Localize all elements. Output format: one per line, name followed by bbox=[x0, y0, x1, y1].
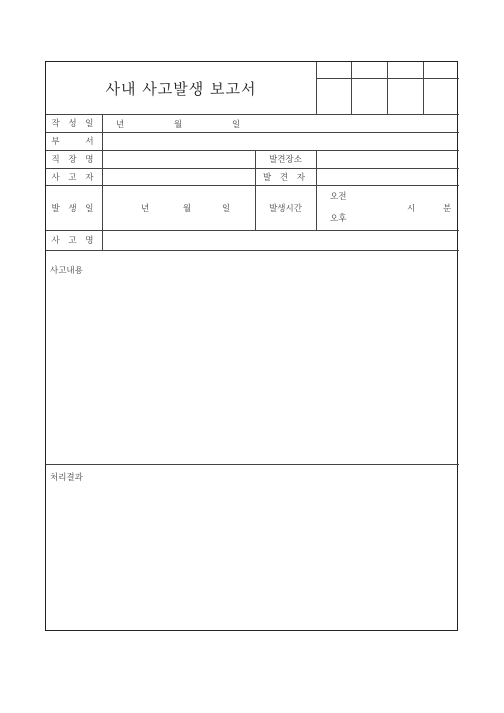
occur-date-label: 발 생 일 bbox=[51, 203, 97, 214]
location-field[interactable] bbox=[317, 151, 459, 168]
victim-field[interactable] bbox=[103, 169, 255, 185]
accident-name-label: 사 고 명 bbox=[51, 236, 97, 246]
written-date-label: 작 성 일 bbox=[51, 119, 97, 129]
discoverer-field[interactable] bbox=[317, 169, 459, 185]
written-date-year: 년 bbox=[116, 119, 125, 130]
approval-box-3-sign[interactable] bbox=[387, 79, 423, 114]
approval-box-4-sign[interactable] bbox=[423, 79, 459, 114]
location-label: 발견장소 bbox=[269, 155, 302, 165]
hour-unit: 시 bbox=[407, 204, 416, 214]
department-label: 부 서 bbox=[51, 137, 97, 147]
approval-box-1-sign[interactable] bbox=[316, 79, 351, 114]
accident-content-label: 사고내용 bbox=[50, 266, 83, 276]
accident-report-form bbox=[45, 61, 458, 631]
written-date-field[interactable] bbox=[103, 115, 459, 132]
am-option[interactable]: 오전 bbox=[330, 192, 347, 202]
approval-box-2-sign[interactable] bbox=[351, 79, 387, 114]
written-date-month: 월 bbox=[174, 119, 183, 130]
approval-box-1-header[interactable] bbox=[316, 62, 351, 78]
page-title: 사내 사고발생 보고서 bbox=[105, 79, 257, 98]
pm-option[interactable]: 오후 bbox=[330, 214, 347, 224]
position-field[interactable] bbox=[103, 151, 255, 168]
occur-time-label: 발생시간 bbox=[269, 203, 302, 214]
written-date-day: 일 bbox=[232, 119, 241, 130]
occur-date-field[interactable] bbox=[103, 186, 255, 230]
approval-box-4-header[interactable] bbox=[423, 62, 459, 78]
minute-unit: 분 bbox=[443, 204, 452, 214]
approval-box-3-header[interactable] bbox=[387, 62, 423, 78]
occur-time-field[interactable] bbox=[317, 186, 459, 230]
department-field[interactable] bbox=[103, 133, 459, 150]
position-label: 직 장 명 bbox=[51, 155, 97, 165]
approval-box-2-header[interactable] bbox=[351, 62, 387, 78]
occur-date-day: 일 bbox=[222, 204, 231, 214]
occur-date-year: 년 bbox=[141, 204, 150, 214]
result-area[interactable] bbox=[46, 465, 459, 630]
occur-date-month: 월 bbox=[183, 204, 192, 214]
result-label: 처리결과 bbox=[50, 473, 83, 483]
discoverer-label: 발 견 자 bbox=[262, 172, 309, 183]
accident-content-area[interactable] bbox=[46, 251, 459, 464]
accident-name-field[interactable] bbox=[103, 231, 459, 250]
victim-label: 사 고 자 bbox=[51, 172, 97, 183]
